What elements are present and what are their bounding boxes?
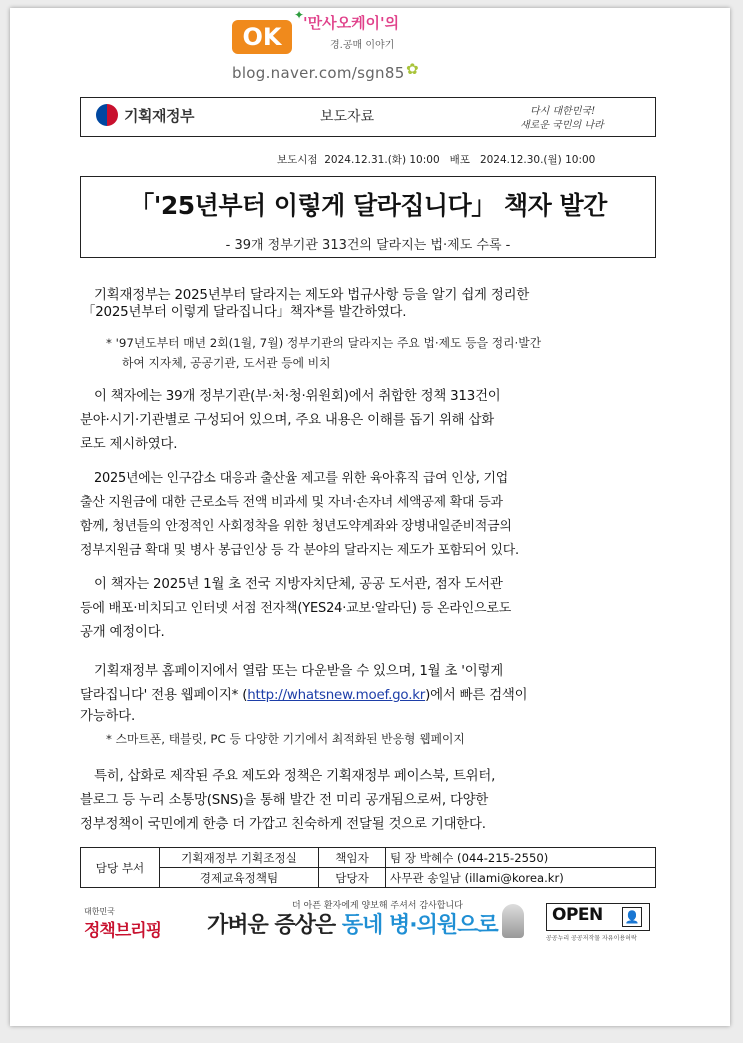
person-figure-icon xyxy=(502,904,524,938)
open-subtext: 공공누리 공공저작물 자유이용허락 xyxy=(546,935,637,942)
paragraph-5-line xyxy=(80,683,527,708)
whatsnew-link[interactable]: http://whatsnew.moef.go.kr xyxy=(247,688,426,703)
campaign-slogan-a: 가벼운 증상은 xyxy=(207,913,342,938)
paragraph-2-line: 이 책자에는 39개 정부기관(부·처·청·위원회)에서 취합한 정책 313건이 xyxy=(94,389,501,404)
contact-table xyxy=(80,847,656,888)
paragraph-2-line: 로도 제시하였다. xyxy=(80,437,178,452)
dept-cell: 기획재정부 기획조정실 xyxy=(160,848,319,868)
taegeuk-icon xyxy=(96,104,118,126)
doc-subtitle: - 39개 정부기관 313건의 달라지는 법·제도 수록 - xyxy=(225,238,511,253)
attribution-icon: 👤 xyxy=(622,907,642,927)
person-cell: 사무관 송일남 (illami@korea.kr) xyxy=(386,868,656,888)
paragraph-4-line: 이 책자는 2025년 1월 초 전국 지방자치단체, 공공 도서관, 점자 도서관 xyxy=(94,577,503,592)
role-cell: 책임자 xyxy=(319,848,386,868)
open-label: OPEN xyxy=(552,905,603,925)
slogan-line-2: 새로운 국민의 나라 xyxy=(520,120,604,131)
paragraph-3-line: 정부지원금 확대 및 병사 봉급인상 등 각 분야의 달라지는 제도가 포함되어 있다. xyxy=(80,543,519,558)
campaign-slogan xyxy=(207,908,498,939)
paragraph-4-line: 공개 예정이다. xyxy=(80,625,165,640)
policy-briefing-logo: 정책브리핑 xyxy=(84,921,162,941)
watermark-subtitle: 경.공매 이야기 xyxy=(330,40,395,51)
role-cell: 담당자 xyxy=(319,868,386,888)
paragraph-5-line: 가능하다. xyxy=(80,709,135,724)
ministry-logo xyxy=(96,104,194,126)
paragraph-1-line: 기획재정부는 2025년부터 달라지는 제도와 법규사항 등을 알기 쉽게 정리한 xyxy=(94,288,530,303)
star-icon: ✿ xyxy=(406,60,419,78)
table-row xyxy=(81,868,656,888)
dept-cell: 경제교육정책팀 xyxy=(160,868,319,888)
paragraph-5-line: 기획재정부 홈페이지에서 열람 또는 다운받을 수 있으며, 1월 초 '이렇게 xyxy=(94,664,503,679)
ministry-name: 기획재정부 xyxy=(124,106,194,125)
paragraph-3-line: 2025년에는 인구감소 대응과 출산율 제고를 위한 육아휴직 급여 인상, 기업 xyxy=(94,471,509,486)
paragraph-3-line: 출산 지원금에 대한 근로소득 전액 비과세 및 자녀·손자녀 세액공제 확대 등과 xyxy=(80,495,503,510)
paragraph-6-line: 특히, 삽화로 제작된 주요 제도와 정책은 기획재정부 페이스북, 트위터, xyxy=(94,769,496,784)
pin-icon: ✦ xyxy=(294,8,305,22)
campaign-small-text: 더 아픈 환자에게 양보해 주셔서 감사합니다 xyxy=(292,901,463,911)
slogan-line-1: 다시 대한민국! xyxy=(530,106,596,117)
campaign-slogan-b: 동네 병·의원으로 xyxy=(341,913,498,938)
paragraph-5-text: 달라집니다' 전용 웹페이지* ( xyxy=(80,688,248,703)
doc-type: 보도자료 xyxy=(320,109,375,125)
note-1-line: 하여 지자체, 공공기관, 도서관 등에 비치 xyxy=(122,356,331,370)
release-meta: 보도시점 2024.12.31.(화) 10:00 배포 2024.12.30.(월) 10:00 xyxy=(277,154,596,166)
paragraph-5-text: )에서 빠른 검색이 xyxy=(425,688,528,703)
brand-small: 대한민국 xyxy=(84,907,115,916)
paragraph-1-line: 「2025년부터 이렇게 달라집니다」책자*를 발간하였다. xyxy=(82,305,407,320)
paragraph-6-line: 정부정책이 국민에게 한층 더 가깝고 친숙하게 전달될 것으로 기대한다. xyxy=(80,817,486,832)
doc-title: 「'25년부터 이렇게 달라집니다」 책자 발간 xyxy=(129,191,607,220)
table-row xyxy=(81,848,656,868)
dept-label-cell: 담당 부서 xyxy=(81,848,160,888)
paragraph-3-line: 함께, 청년들의 안정적인 사회정착을 위한 청년도약계좌와 장병내일준비적금의 xyxy=(80,519,512,534)
person-cell: 팀 장 박혜수 (044-215-2550) xyxy=(386,848,656,868)
paragraph-6-line: 블로그 등 누리 소통망(SNS)을 통해 발간 전 미리 공개됨으로써, 다양한 xyxy=(80,793,489,808)
watermark-ok-logo: OK xyxy=(232,20,292,54)
watermark-title: '만사오케이'의 xyxy=(303,14,400,32)
paragraph-4-line: 등에 배포·비치되고 인터넷 서점 전자책(YES24·교보·알라딘) 등 온라인으로도 xyxy=(80,601,512,616)
paragraph-2-line: 분야·시기·기관별로 구성되어 있으며, 주요 내용은 이해를 돕기 위해 삽화 xyxy=(80,413,494,428)
note-1-line: * '97년도부터 매년 2회(1월, 7월) 정부기관의 달라지는 주요 법·제도 등을 정리·발간 xyxy=(106,336,542,350)
note-2: * 스마트폰, 태블릿, PC 등 다양한 기기에서 최적화된 반응형 웹페이지 xyxy=(106,732,465,746)
watermark-blog-url: blog.naver.com/sgn85 xyxy=(232,64,405,82)
